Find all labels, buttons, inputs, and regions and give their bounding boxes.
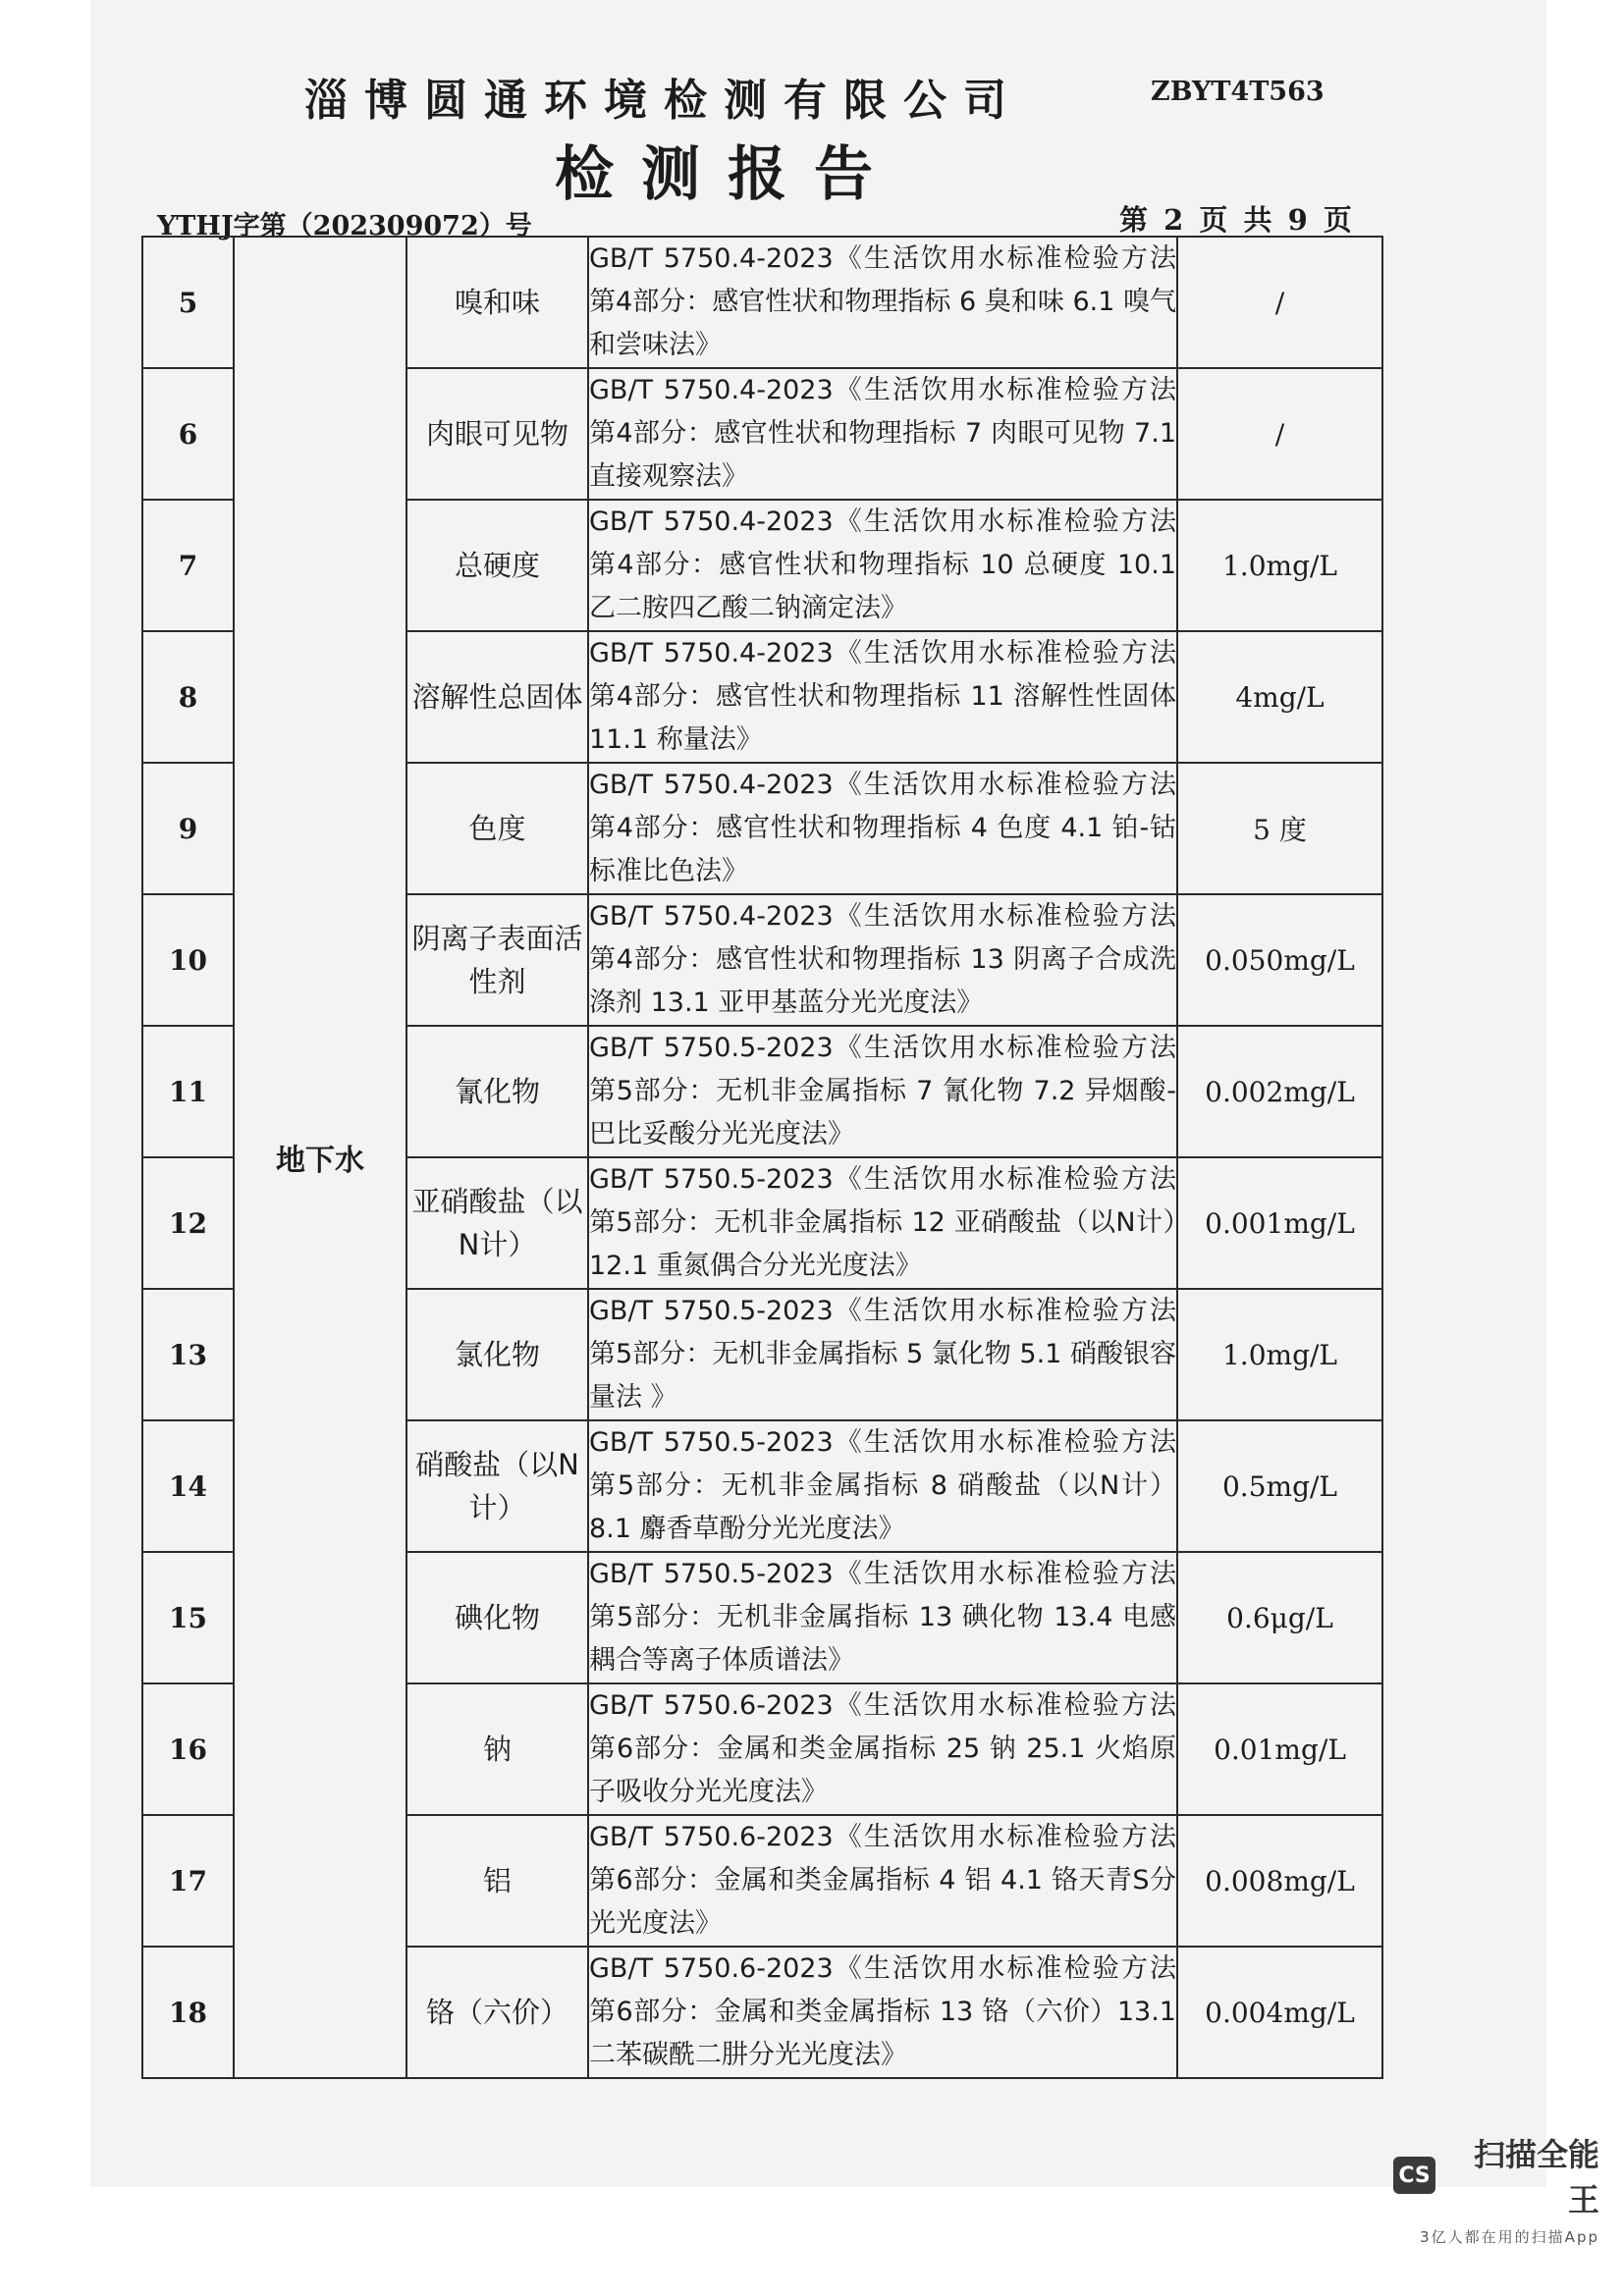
test-item: 阴离子表面活性剂 (406, 894, 588, 1026)
detection-limit: 5 度 (1177, 763, 1382, 894)
test-item: 嗅和味 (406, 237, 588, 368)
row-number: 17 (142, 1815, 234, 1947)
test-item: 钠 (406, 1683, 588, 1815)
test-method: GB/T 5750.5-2023《生活饮用水标准检验方法 第5部分：无机非金属指标 7 氰化物 7.2 异烟酸-巴比妥酸分光光度法》 (588, 1026, 1177, 1157)
test-item: 碘化物 (406, 1552, 588, 1683)
page-indicator: 第 2 页 共 9 页 (1119, 203, 1355, 237)
detection-limit: 0.002mg/L (1177, 1026, 1382, 1157)
row-number: 15 (142, 1552, 234, 1683)
test-method: GB/T 5750.4-2023《生活饮用水标准检验方法 第4部分：感官性状和物理指标 6 臭和味 6.1 嗅气和尝味法》 (588, 237, 1177, 368)
test-method: GB/T 5750.6-2023《生活饮用水标准检验方法 第6部分：金属和类金属指标 25 钠 25.1 火焰原子吸收分光光度法》 (588, 1683, 1177, 1815)
test-method: GB/T 5750.6-2023《生活饮用水标准检验方法 第6部分：金属和类金属指标 4 铝 4.1 铬天青S分光光度法》 (588, 1815, 1177, 1947)
detection-limit: 0.5mg/L (1177, 1420, 1382, 1552)
row-number: 13 (142, 1289, 234, 1420)
watermark-app-name: 扫描全能王 (1473, 2136, 1599, 2218)
company-name: 淄博圆通环境检测有限公司 (304, 76, 1023, 126)
detection-limit: 0.004mg/L (1177, 1947, 1382, 2078)
test-method: GB/T 5750.4-2023《生活饮用水标准检验方法 第4部分：感官性状和物理指标 7 肉眼可见物 7.1 直接观察法》 (588, 368, 1177, 500)
test-method: GB/T 5750.5-2023《生活饮用水标准检验方法 第5部分：无机非金属指标 8 硝酸盐（以N计）8.1 麝香草酚分光光度法》 (588, 1420, 1177, 1552)
test-item: 总硬度 (406, 500, 588, 631)
row-number: 18 (142, 1947, 234, 2078)
detection-limit: 0.001mg/L (1177, 1157, 1382, 1289)
report-reference: YTHJ字第（202309072）号 (157, 211, 532, 241)
test-item: 溶解性总固体 (406, 631, 588, 763)
test-item: 铬（六价） (406, 1947, 588, 2078)
test-method: GB/T 5750.5-2023《生活饮用水标准检验方法 第5部分：无机非金属指标 5 氯化物 5.1 硝酸银容量法 》 (588, 1289, 1177, 1420)
detection-limit: / (1177, 368, 1382, 500)
test-item: 硝酸盐（以N计） (406, 1420, 588, 1552)
test-item: 色度 (406, 763, 588, 894)
row-number: 16 (142, 1683, 234, 1815)
test-method: GB/T 5750.5-2023《生活饮用水标准检验方法 第5部分：无机非金属指标 12 亚硝酸盐（以N计）12.1 重氮偶合分光光度法》 (588, 1157, 1177, 1289)
test-method: GB/T 5750.5-2023《生活饮用水标准检验方法 第5部分：无机非金属指标 13 碘化物 13.4 电感耦合等离子体质谱法》 (588, 1552, 1177, 1683)
test-methods-table (141, 236, 1383, 2079)
watermark-tagline: 3亿人都在用的扫描App (1420, 2228, 1599, 2246)
test-method: GB/T 5750.4-2023《生活饮用水标准检验方法 第4部分：感官性状和物理指标 4 色度 4.1 铂-钴标准比色法》 (588, 763, 1177, 894)
test-item: 氯化物 (406, 1289, 588, 1420)
test-item: 氰化物 (406, 1026, 588, 1157)
row-number: 12 (142, 1157, 234, 1289)
table-row (142, 237, 1382, 368)
row-number: 10 (142, 894, 234, 1026)
sample-matrix: 地下水 (234, 237, 406, 2078)
detection-limit: / (1177, 237, 1382, 368)
row-number: 5 (142, 237, 234, 368)
test-item: 肉眼可见物 (406, 368, 588, 500)
row-number: 11 (142, 1026, 234, 1157)
row-number: 7 (142, 500, 234, 631)
test-method: GB/T 5750.6-2023《生活饮用水标准检验方法 第6部分：金属和类金属指标 13 铬（六价）13.1 二苯碳酰二肼分光光度法》 (588, 1947, 1177, 2078)
scanner-watermark (1393, 2130, 1599, 2247)
detection-limit: 4mg/L (1177, 631, 1382, 763)
detection-limit: 1.0mg/L (1177, 500, 1382, 631)
camscanner-logo-icon: CS (1393, 2157, 1435, 2194)
detection-limit: 0.008mg/L (1177, 1815, 1382, 1947)
row-number: 6 (142, 368, 234, 500)
row-number: 14 (142, 1420, 234, 1552)
detection-limit: 0.01mg/L (1177, 1683, 1382, 1815)
row-number: 8 (142, 631, 234, 763)
detection-limit: 0.050mg/L (1177, 894, 1382, 1026)
test-item: 亚硝酸盐（以N计） (406, 1157, 588, 1289)
report-code: ZBYT4T563 (1151, 77, 1325, 107)
detection-limit: 1.0mg/L (1177, 1289, 1382, 1420)
row-number: 9 (142, 763, 234, 894)
test-method: GB/T 5750.4-2023《生活饮用水标准检验方法 第4部分：感官性状和物理指标 13 阴离子合成洗涤剂 13.1 亚甲基蓝分光光度法》 (588, 894, 1177, 1026)
test-method: GB/T 5750.4-2023《生活饮用水标准检验方法 第4部分：感官性状和物理指标 11 溶解性性固体 11.1 称量法》 (588, 631, 1177, 763)
test-method: GB/T 5750.4-2023《生活饮用水标准检验方法 第4部分：感官性状和物理指标 10 总硬度 10.1 乙二胺四乙酸二钠滴定法》 (588, 500, 1177, 631)
test-item: 铝 (406, 1815, 588, 1947)
detection-limit: 0.6μg/L (1177, 1552, 1382, 1683)
report-title: 检测报告 (555, 140, 900, 209)
